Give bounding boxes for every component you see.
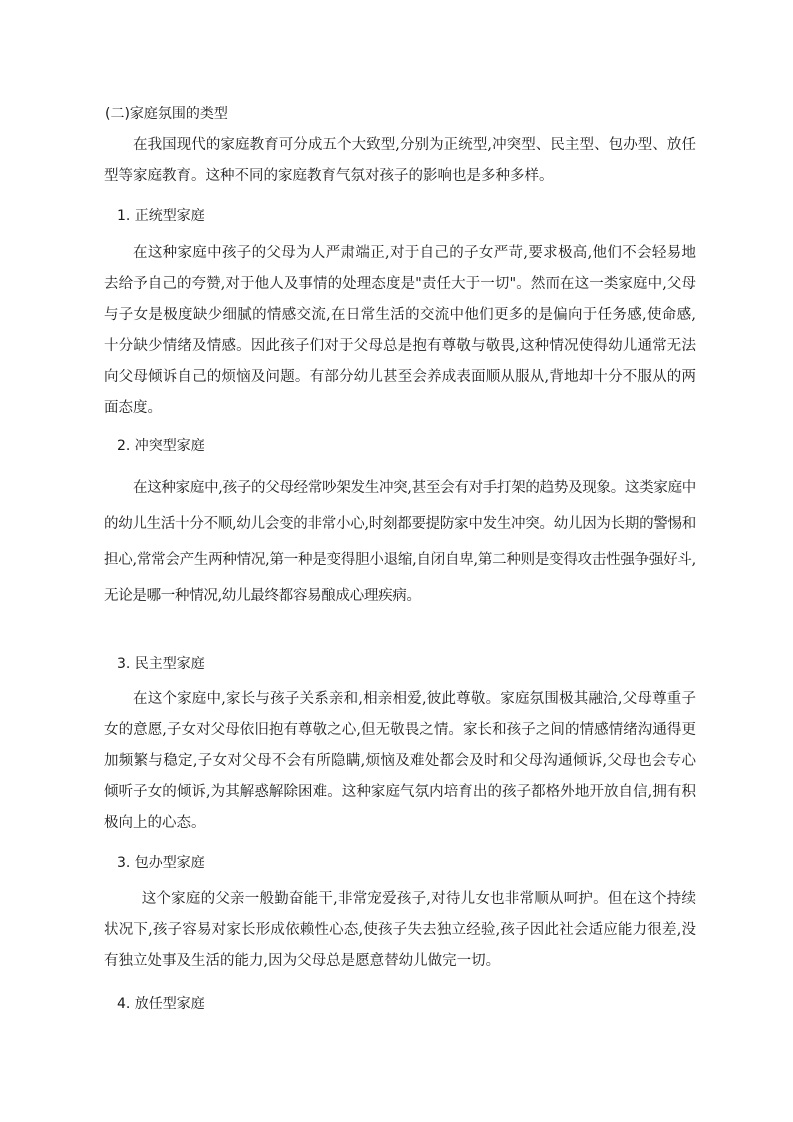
paragraph-conflict-family: 在这种家庭中,孩子的父母经常吵架发生冲突,甚至会有对手打架的趋势及现象。这类家庭中的幼儿生活十分不顺,幼儿会变的非常小心,时刻都要提防家中发生冲突。幼儿因为长期的警惕和担心,常常会产生两种情况,第一种是变得胆小退缩,自闭自卑,第二种则是变得攻击性强争强好斗,无论是哪一种情况,幼儿最终都容易酿成心理疾病。	[104, 480, 696, 604]
intro-paragraph: 在我国现代的家庭教育可分成五个大致型,分别为正统型,冲突型、民主型、包办型、放任型等家庭教育。这种不同的家庭教育气氛对孩子的影响也是多种多样。	[104, 137, 696, 184]
paragraph-arranged-family: 这个家庭的父亲一般勤奋能干,非常宠爱孩子,对待儿女也非常顺从呵护。但在这个持续状况下,孩子容易对家长形成依赖性心态,使孩子失去独立经验,孩子因此社会适应能力很差,没有独立处事及生活的能力,因为父母总是愿意替幼儿做完一切。	[104, 891, 696, 969]
heading-conflict-family: 2. 冲突型家庭	[117, 438, 205, 454]
paragraph-democratic-family: 在这个家庭中,家长与孩子关系亲和,相亲相爱,彼此尊敬。家庭氛围极其融洽,父母尊重子女的意愿,子女对父母依旧抱有尊敬之心,但无敬畏之情。家长和孩子之间的情感情绪沟通得更加频繁与稳定,子女对父母不会有所隐瞒,烦恼及难处都会及时和父母沟通倾诉,父母也会专心倾听子女的倾诉,为其解惑解除困难。这种家庭气氛内培育出的孩子都格外地开放自信,拥有积极向上的心态。	[104, 691, 696, 831]
heading-democratic-family: 3. 民主型家庭	[117, 656, 205, 672]
section-title: (二)家庭氛围的类型	[105, 106, 228, 122]
heading-orthodox-family: 1. 正统型家庭	[117, 208, 205, 224]
heading-arranged-family: 3. 包办型家庭	[117, 855, 205, 871]
paragraph-orthodox-family: 在这种家庭中孩子的父母为人严肃端正,对于自己的子女严苛,要求极高,他们不会轻易地去给予自己的夸赞,对于他人及事情的处理态度是"责任大于一切"。然而在这一类家庭中,父母与子女是极度缺少细腻的情感交流,在日常生活的交流中他们更多的是偏向于任务感,使命感,十分缺少情绪及情感。因此孩子们对于父母总是抱有尊敬与敬畏,这种情况使得幼儿通常无法向父母倾诉自己的烦恼及问题。有部分幼儿甚至会养成表面顺从服从,背地却十分不服从的两面态度。	[104, 245, 696, 416]
heading-permissive-family: 4. 放任型家庭	[117, 996, 205, 1012]
